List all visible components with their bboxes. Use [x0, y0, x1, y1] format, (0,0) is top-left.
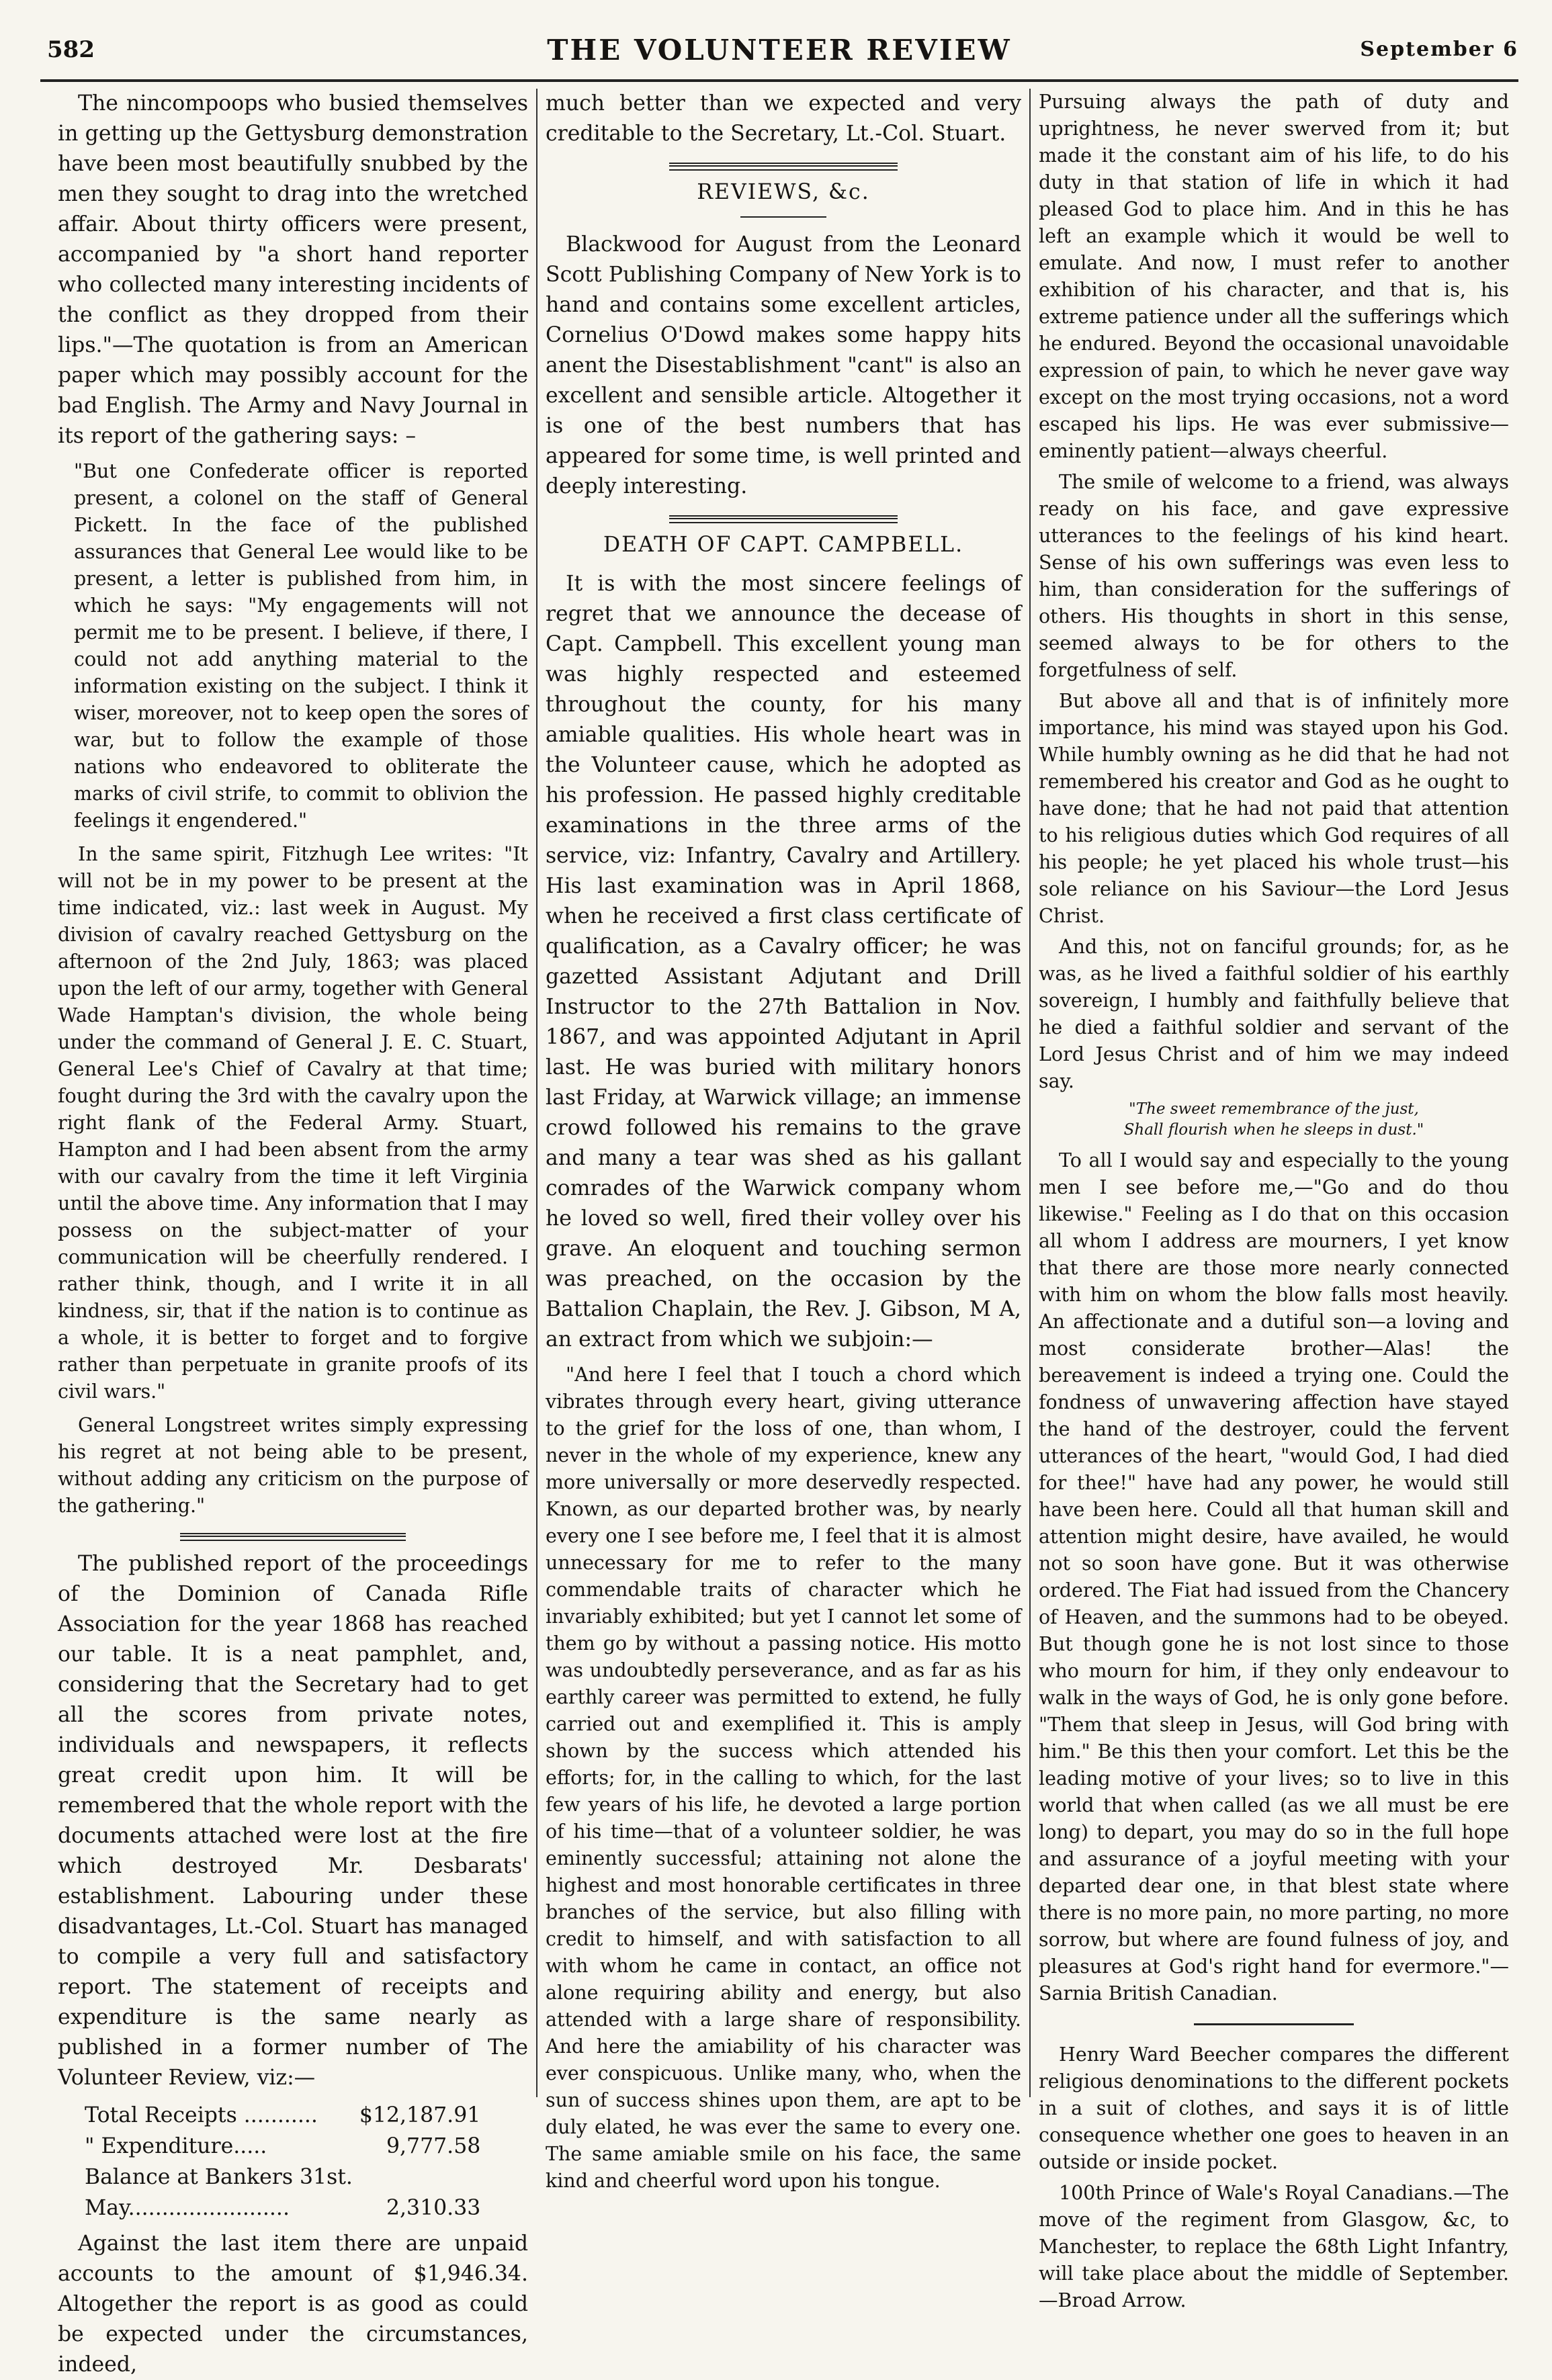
- fitzhugh-lee-quote: In the same spirit, Fitzhugh Lee writes: "It will not be in my power to be present at the time indicated, viz.: last week in August. My division of cavalry reached Gettysburg on the afternoon of the 2nd July, 1863; was placed upon the left of our army, together with General Wade Hamptan's division, the whole being under the command of General J. E. C. Stuart, General Lee's Chief of Cavalry at that time; fought during the 3rd with the cavalry upon the right flank of the Federal Army. Stuart, Hampton and I had been absent from the army with our cavalry from the time it left Virginia until the above time. Any information that I may possess on the subject-matter of your communication will be cheerfully rendered. I rather think, though, and I write it in all kindness, sir, that if the nation is to continue as a whole, it is better to forget and to forgive rather than perpetuate in granite proofs of its civil wars.": [58, 843, 528, 1403]
- longstreet-paragraph: General Longstreet writes simply expressing his regret at not being able to be present, without adding any criticism on the purpose of the gathering.": [58, 1414, 528, 1517]
- fin-amount: [359, 2162, 487, 2193]
- verse-line-2: Shall flourish when he sleeps in dust.": [1123, 1121, 1424, 1139]
- fin-label: " Expenditure.....: [85, 2134, 267, 2158]
- fin-row-balance: [85, 2162, 487, 2193]
- fin-row-total-receipts: [85, 2100, 487, 2131]
- blackwood-review: Blackwood for August from the Leonard Scott Publishing Company of New York is to hand and contains some excellent articles, Cornelius O'Dowd makes some happy hits anent the Disestablishment "cant" is also an excellent and sensible article. Altogether it is one of the best numbers that has appeared for some time, is well printed and deeply interesting.: [546, 232, 1021, 498]
- fin-label: May........................: [85, 2196, 290, 2220]
- issue-date: September 6: [1360, 38, 1518, 61]
- page-number: 582: [47, 36, 95, 63]
- fin-row-expenditure: [85, 2131, 487, 2162]
- verse-quote: [1039, 1099, 1509, 1141]
- fin-label: Balance at Bankers 31st.: [85, 2165, 353, 2189]
- section-rule: [180, 1533, 406, 1541]
- reviews-heading: REVIEWS, &c.: [697, 180, 870, 204]
- regiment-paragraph: 100th Prince of Wale's Royal Canadians.—The move of the regiment from Glasgow, &c, to Manchester, to replace the 68th Light Infantry, will take place about the middle of September.—Broad Arrow.: [1039, 2182, 1509, 2311]
- gettysburg-paragraph: The nincompoops who busied themselves in getting up the Gettysburg demonstration have been most beautifully snubbed by the men they sought to drag into the wretched affair. About thirty officers were present, accompanied by "a short hand reporter who collected many interesting incidents of the conflict as they dropped from their lips."—The quotation is from an American paper which may possibly account for the bad English. The Army and Navy Journal in its report of the gathering says: –: [58, 91, 528, 448]
- sermon-soldier-paragraph: And this, not on fanciful grounds; for, as he was, as he lived a faithful soldier of his earthly sovereign, I humbly and faithfully believe that he died a faithful soldier and servant of the Lord Jesus Christ and of him we may indeed say.: [1039, 936, 1509, 1092]
- fin-amount: $12,187.91: [359, 2103, 481, 2127]
- fin-label: Total Receipts ...........: [85, 2103, 318, 2127]
- header-rule: [40, 79, 1518, 82]
- sermon-continued: Pursuing always the path of duty and uprightness, he never swerved from it; but made it the constant aim of his life, to do his duty in that station of life in which it had pleased God to place him. And in this he has left an example which it would be well to emulate. And now, I must refer to another exhibition of his character, and that is, his extreme patience under all the sufferings which he endured. Beyond the occasional unavoidable expression of pain, to which he never gave way except on the most trying occasions, not a word escaped his lips. He was ever submissive—eminently patient—always cheerful.: [1039, 91, 1509, 462]
- rifle-association-paragraph: The published report of the proceedings of the Dominion of Canada Rifle Association for the year 1868 has reached our table. It is a neat pamphlet, and, considering that the Secretary had to get all the scores from private notes, individuals and newspapers, it reflects great credit upon him. It will be remembered that the whole report with the documents attached were lost at the fire which destroyed Mr. Desbarats' establishment. Labouring under these disadvantages, Lt.-Col. Stuart has managed to compile a very full and satisfactory report. The statement of receipts and expenditure is the same nearly as published in a former number of The Volunteer Review, viz:—: [58, 1552, 528, 2090]
- sermon-faith-paragraph: But above all and that is of infinitely more importance, his mind was stayed upon his God. While humbly owning as he did that he had not remembered his creator and God as he ought to have done; that he had not paid that attention to his religious duties which God requires of all his people; he yet placed his whole trust—his sole reliance on his Saviour—the Lord Jesus Christ.: [1039, 690, 1509, 927]
- lee-quote: "But one Confederate officer is reported present, a colonel on the staff of General Pickett. In the face of the published assurances that General Lee would like to be present, a letter is published from him, in which he says: "My engagements will not permit me to be present. I believe, if there, I could not add anything material to the information existing on the subject. I think it wiser, moreover, not to keep open the sores of war, but to follow the example of those nations who endeavored to obliterate the marks of civil strife, to commit to oblivion the feelings it engendered.": [74, 460, 528, 832]
- column-3: [1039, 89, 1509, 2311]
- sermon-smile-paragraph: The smile of welcome to a friend, was always ready on his face, and gave expressive utterances to the feelings of his kind heart. Sense of his own sufferings was even less to him, than consideration for the sufferings of others. His thoughts in short in this sense, seemed always to be for others to the forgetfulness of self.: [1039, 471, 1509, 681]
- section-rule: [669, 163, 898, 171]
- publication-title: THE VOLUNTEER REVIEW: [547, 34, 1012, 67]
- column-divider-1: [536, 89, 537, 2097]
- beecher-paragraph: Henry Ward Beecher compares the different religious denominations to the different pockets in a suit of clothes, and says it is of little consequence whether one goes to heaven in an outside or inside pocket.: [1039, 2043, 1509, 2173]
- fin-row-may: [85, 2193, 487, 2223]
- fin-amount: 9,777.58: [386, 2134, 481, 2158]
- sermon-closing-paragraph: To all I would say and especially to the young men I see before me,—"Go and do thou likewise." Feeling as I do that on this occasion all whom I address are mourners, I yet know that there are those more nearly connected with him on whom the blow falls most heavily. An affectionate and a dutiful son—a loving and most considerate brother—Alas! the bereavement is indeed a trying one. Could the fondness of unwavering affection have stayed the hand of the destroyer, could the fervent utterances of the heart, "would God, I had died for thee!" have had any power, he would still have been here. Could all that human skill and attention might desire, have availed, he would not so soon have gone. But it was otherwise ordered. The Fiat had issued from the Chancery of Heaven, and the summons had to be obeyed. But though gone he is not lost since to those who mourn for him, if they only endeavour to walk in the ways of God, he is only gone before. "Them that sleep in Jesus, will God bring with him." Be this then your comfort. Let this be the leading motive of your lives; so to live in this world that when called (as we all must be ere long) to depart, you may do so in the full hope and assurance of a joyful meeting with your departed dear one, in that blest state where there is no more pain, no more parting, no more sorrow, but where are found fulness of joy, and pleasures at God's right hand for evermore."—Sarnia British Canadian.: [1039, 1149, 1509, 2004]
- unpaid-accounts-paragraph: Against the last item there are unpaid accounts to the amount of $1,946.34. Altogether the report is as good as could be expected under the circumstances, indeed,: [58, 2232, 528, 2377]
- financial-statement: [85, 2100, 487, 2223]
- section-rule: [669, 515, 898, 523]
- verse-line-1: "The sweet remembrance of the just,: [1129, 1100, 1419, 1118]
- death-heading: DEATH OF CAPT. CAMPBELL.: [603, 533, 964, 557]
- page-header: [40, 32, 1518, 79]
- column-2: [546, 89, 1021, 2192]
- campbell-obituary: It is with the most sincere feelings of regret that we announce the decease of Capt. Campbell. This excellent young man was highly respected and esteemed throughout the county, for his many amiable qualities. His whole heart was in the Volunteer cause, which he adopted as his profession. He passed highly creditable examinations in the three arms of the service, viz: Infantry, Cavalry and Artillery. His last examination was in April 1868, when he received a first class certificate of qualification, as a Cavalry officer; he was gazetted Assistant Adjutant and Drill Instructor to the 27th Battalion in Nov. 1867, and was appointed Adjutant in April last. He was buried with military honors last Friday, at Warwick village; an immense crowd followed his remains to the grave and many a tear was shed as his gallant comrades of the Warwick company whom he loved so well, fired their volley over his grave. An eloquent and touching sermon was preached, on the occasion by the Battalion Chaplain, the Rev. J. Gibson, M A, an extract from which we subjoin:—: [546, 572, 1021, 1352]
- continued-paragraph: much better than we expected and very creditable to the Secretary, Lt.-Col. Stuart.: [546, 91, 1021, 146]
- column-divider-2: [1029, 89, 1031, 2097]
- sermon-extract: "And here I feel that I touch a chord which vibrates through every heart, giving utterance to the grief for the loss of one, than whom, I never in the whole of my experience, knew any more universally or more deservedly respected. Known, as our departed brother was, by nearly every one I see before me, I feel that it is almost unnecessary for me to refer to the many commendable traits of character which he invariably exhibited; but yet I cannot let some of them go by without a passing notice. His motto was undoubtedly perseverance, and as far as his earthly career was permitted to extend, he fully carried out and exemplified it. This is amply shown by the success which attended his efforts; for, in the calling to which, for the last few years of his life, he devoted a large portion of his time—that of a volunteer soldier, he was eminently successful; attaining not alone the highest and most honorable certificates in three branches of the service, but also filling with credit to himself, and with satisfaction to all with whom he came in contact, an office not alone requiring ability and energy, but also attended with a large share of responsibility. And here the amiability of his character was ever conspicuous. Unlike many, who, when the sun of success shines upon them, are apt to be duly elated, he was ever the same to every one. The same amiable smile on his face, the same kind and cheerful word upon his tongue.: [546, 1364, 1021, 2192]
- section-rule: [1194, 2023, 1354, 2025]
- heading-rule: [740, 216, 826, 218]
- fin-amount: 2,310.33: [386, 2196, 481, 2220]
- column-1: [58, 89, 528, 2377]
